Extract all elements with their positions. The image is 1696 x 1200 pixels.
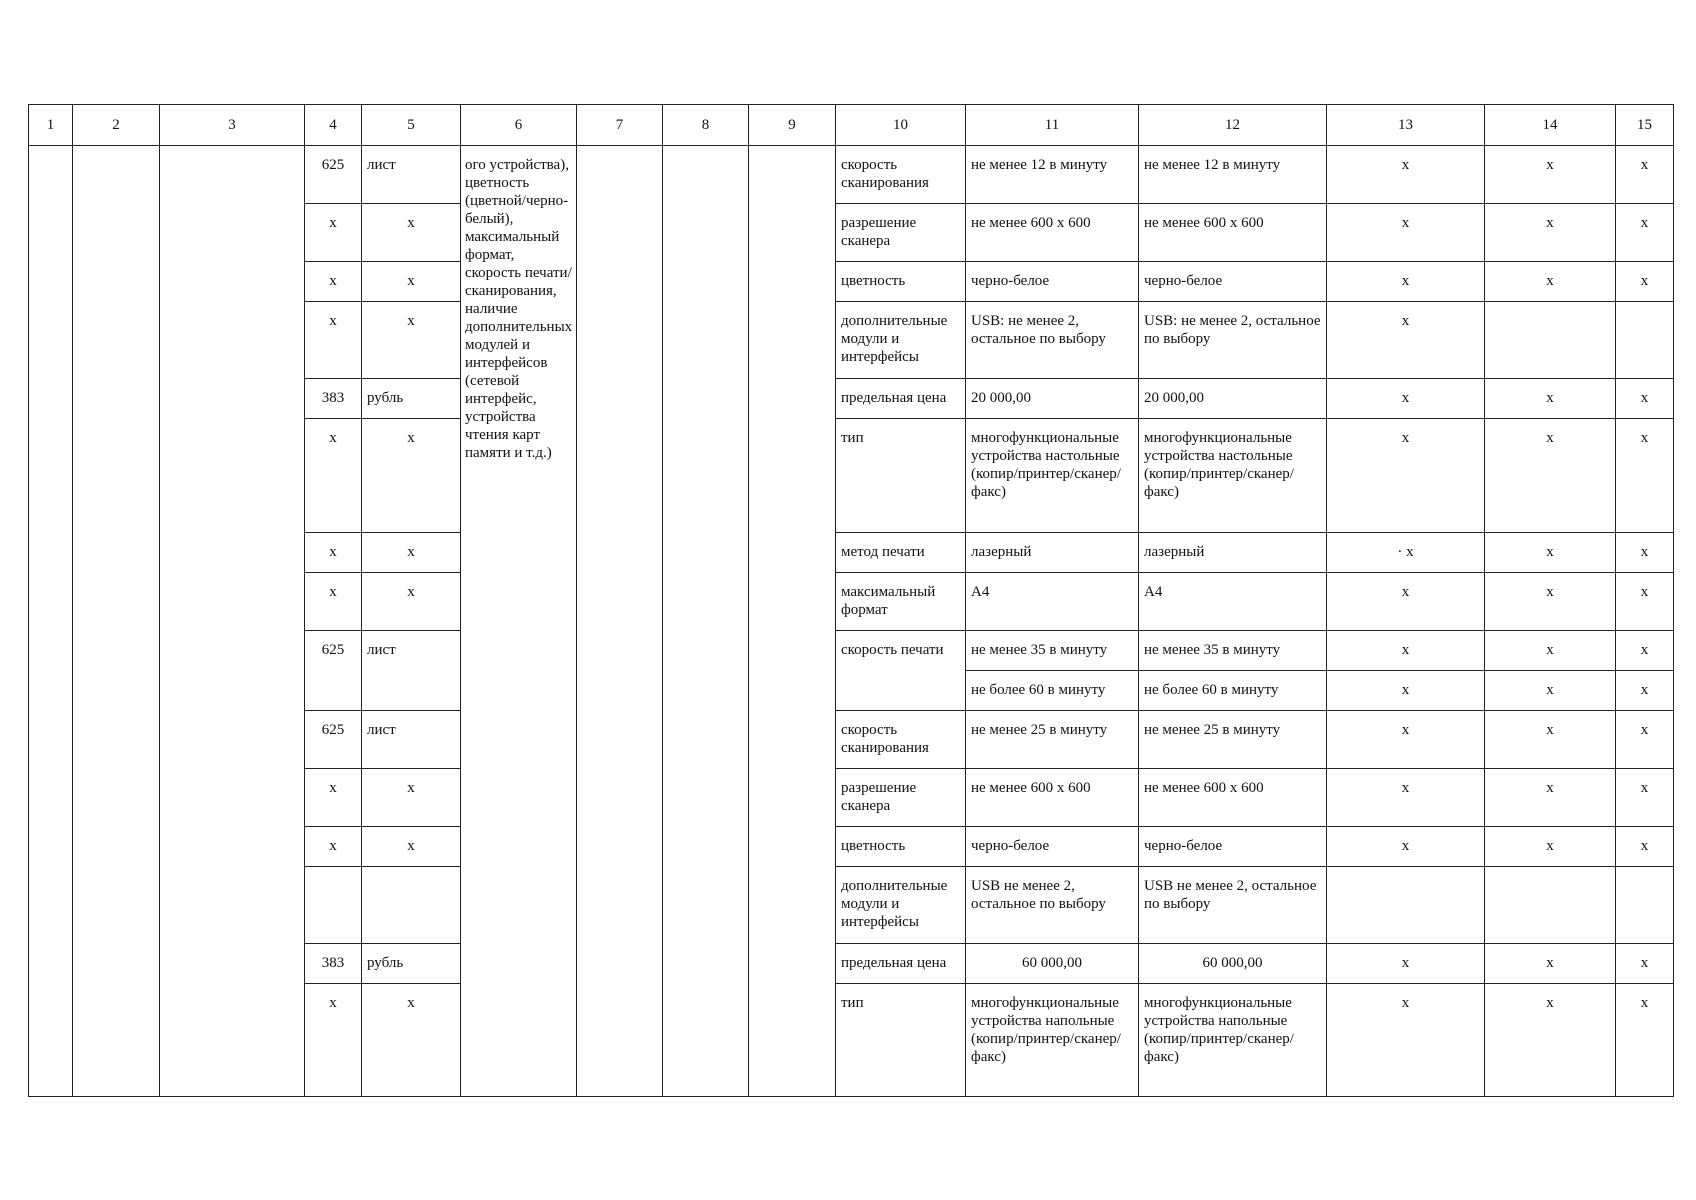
cell-col7 [577,146,663,1097]
cell-mark: x [1327,204,1485,262]
cell-characteristic: предельная цена [836,379,966,419]
cell-mark: x [1485,204,1616,262]
cell-characteristic: метод печати [836,533,966,573]
cell-mark: x [1485,262,1616,302]
cell-mark: x [1485,379,1616,419]
cell-value-approved: А4 [1139,573,1327,631]
cell-value-approved: черно-белое [1139,827,1327,867]
column-header: 8 [663,105,749,146]
column-header: 4 [305,105,362,146]
cell-mark [1616,302,1674,379]
cell-value: не менее 600 x 600 [966,204,1139,262]
cell-characteristic: скорость сканирования [836,146,966,204]
cell-code: x [305,419,362,533]
cell-value-approved: лазерный [1139,533,1327,573]
cell-mark: x [1327,573,1485,631]
cell-mark: x [1327,379,1485,419]
cell-value: не менее 600 x 600 [966,769,1139,827]
cell-mark [1485,867,1616,944]
cell-mark: x [1616,262,1674,302]
column-header: 7 [577,105,663,146]
cell-mark: x [1616,944,1674,984]
cell-mark: x [1327,944,1485,984]
cell-characteristic: дополнительные модули и интерфейсы [836,867,966,944]
cell-value-approved: не менее 25 в минуту [1139,711,1327,769]
cell-characteristic: предельная цена [836,944,966,984]
requirements-table [28,104,1674,1097]
cell-mark: x [1616,146,1674,204]
cell-code: x [305,984,362,1097]
column-header: 3 [160,105,305,146]
cell-mark: x [1616,769,1674,827]
cell-code: 383 [305,944,362,984]
cell-code: x [305,827,362,867]
cell-characteristic: цветность [836,827,966,867]
cell-code: 625 [305,146,362,204]
column-header: 10 [836,105,966,146]
cell-mark: x [1485,769,1616,827]
header-row [29,105,1674,146]
cell-value: не менее 12 в минуту [966,146,1139,204]
cell-value-approved: не менее 12 в минуту [1139,146,1327,204]
cell-value: 60 000,00 [966,944,1139,984]
cell-value: лазерный [966,533,1139,573]
cell-mark: x [1485,944,1616,984]
cell-value: 20 000,00 [966,379,1139,419]
cell-unit: x [362,573,461,631]
cell-unit: x [362,262,461,302]
cell-mark: x [1327,769,1485,827]
cell-unit: рубль [362,379,461,419]
cell-mark: x [1485,711,1616,769]
column-header: 5 [362,105,461,146]
cell-mark: x [1616,379,1674,419]
cell-unit: рубль [362,944,461,984]
cell-mark: x [1485,827,1616,867]
cell-mark: x [1327,302,1485,379]
cell-mark: x [1327,827,1485,867]
cell-mark: x [1485,984,1616,1097]
cell-unit: x [362,204,461,262]
cell-value: USB не менее 2, остальное по выбору [966,867,1139,944]
cell-unit: x [362,533,461,573]
cell-mark: x [1616,984,1674,1097]
cell-mark: · x [1327,533,1485,573]
column-header: 11 [966,105,1139,146]
cell-value-approved: черно-белое [1139,262,1327,302]
cell-unit: x [362,827,461,867]
cell-value-approved: многофункциональные устройства настольные (копир/принтер/сканер/факс) [1139,419,1327,533]
cell-value: черно-белое [966,827,1139,867]
cell-characteristic: дополнительные модули и интерфейсы [836,302,966,379]
characteristics-description: ого устройства), цветность (цветной/черно-белый), максимальный формат, скорость печати/сканирования, наличие дополнительных модулей и интерфейсов (сетевой интерфейс, устройства чтения карт памяти и т.д.) [461,146,577,1097]
cell-mark: x [1616,671,1674,711]
cell-mark: x [1327,419,1485,533]
cell-code: x [305,533,362,573]
cell-value: не менее 25 в минуту [966,711,1139,769]
column-header: 2 [73,105,160,146]
cell-value-approved: не менее 600 x 600 [1139,204,1327,262]
cell-unit: лист [362,146,461,204]
cell-value: многофункциональные устройства настольные (копир/принтер/сканер/факс) [966,419,1139,533]
cell-mark: x [1616,204,1674,262]
cell-mark [1616,867,1674,944]
cell-mark: x [1616,573,1674,631]
cell-characteristic: разрешение сканера [836,204,966,262]
cell-mark: x [1327,262,1485,302]
cell-characteristic: цветность [836,262,966,302]
cell-col8 [663,146,749,1097]
cell-code: 383 [305,379,362,419]
cell-mark: x [1485,419,1616,533]
cell-mark: x [1616,711,1674,769]
column-header: 14 [1485,105,1616,146]
cell-code: x [305,302,362,379]
cell-mark: x [1485,146,1616,204]
cell-mark: x [1327,146,1485,204]
cell-col9 [749,146,836,1097]
cell-unit: x [362,984,461,1097]
table-row [29,146,1674,204]
cell-mark: x [1485,631,1616,671]
cell-value-approved: USB не менее 2, остальное по выбору [1139,867,1327,944]
cell-characteristic: разрешение сканера [836,769,966,827]
cell-col3 [160,146,305,1097]
cell-mark: x [1485,671,1616,711]
cell-code: x [305,769,362,827]
cell-mark: x [1327,631,1485,671]
cell-mark [1327,867,1485,944]
column-header: 6 [461,105,577,146]
column-header: 15 [1616,105,1674,146]
cell-value: А4 [966,573,1139,631]
cell-value-approved: USB: не менее 2, остальное по выбору [1139,302,1327,379]
column-header: 12 [1139,105,1327,146]
cell-code [305,867,362,944]
cell-characteristic: максимальный формат [836,573,966,631]
cell-mark: x [1616,419,1674,533]
cell-code: x [305,573,362,631]
cell-mark: x [1485,533,1616,573]
cell-value-approved: 20 000,00 [1139,379,1327,419]
cell-unit: x [362,302,461,379]
cell-value: черно-белое [966,262,1139,302]
column-header: 1 [29,105,73,146]
cell-mark: x [1616,631,1674,671]
cell-characteristic: тип [836,419,966,533]
cell-value: не менее 35 в минуту [966,631,1139,671]
cell-code: x [305,204,362,262]
cell-mark: x [1485,573,1616,631]
cell-mark: x [1327,984,1485,1097]
cell-col1 [29,146,73,1097]
cell-value: многофункциональные устройства напольные (копир/принтер/сканер/факс) [966,984,1139,1097]
cell-unit: лист [362,631,461,711]
cell-value-approved: 60 000,00 [1139,944,1327,984]
cell-mark: x [1616,827,1674,867]
cell-value-approved: не более 60 в минуту [1139,671,1327,711]
cell-characteristic: тип [836,984,966,1097]
cell-code: 625 [305,631,362,711]
column-header: 13 [1327,105,1485,146]
cell-characteristic: скорость печати [836,631,966,711]
cell-value-approved: не менее 35 в минуту [1139,631,1327,671]
cell-unit: x [362,769,461,827]
cell-mark: x [1616,533,1674,573]
cell-value: USB: не менее 2, остальное по выбору [966,302,1139,379]
cell-unit: лист [362,711,461,769]
cell-value: не более 60 в минуту [966,671,1139,711]
cell-unit: x [362,419,461,533]
cell-characteristic: скорость сканирования [836,711,966,769]
cell-unit [362,867,461,944]
cell-mark: x [1327,711,1485,769]
cell-mark [1485,302,1616,379]
cell-col2 [73,146,160,1097]
cell-code: 625 [305,711,362,769]
cell-value-approved: не менее 600 x 600 [1139,769,1327,827]
cell-code: x [305,262,362,302]
cell-value-approved: многофункциональные устройства напольные (копир/принтер/сканер/факс) [1139,984,1327,1097]
column-header: 9 [749,105,836,146]
cell-mark: x [1327,671,1485,711]
